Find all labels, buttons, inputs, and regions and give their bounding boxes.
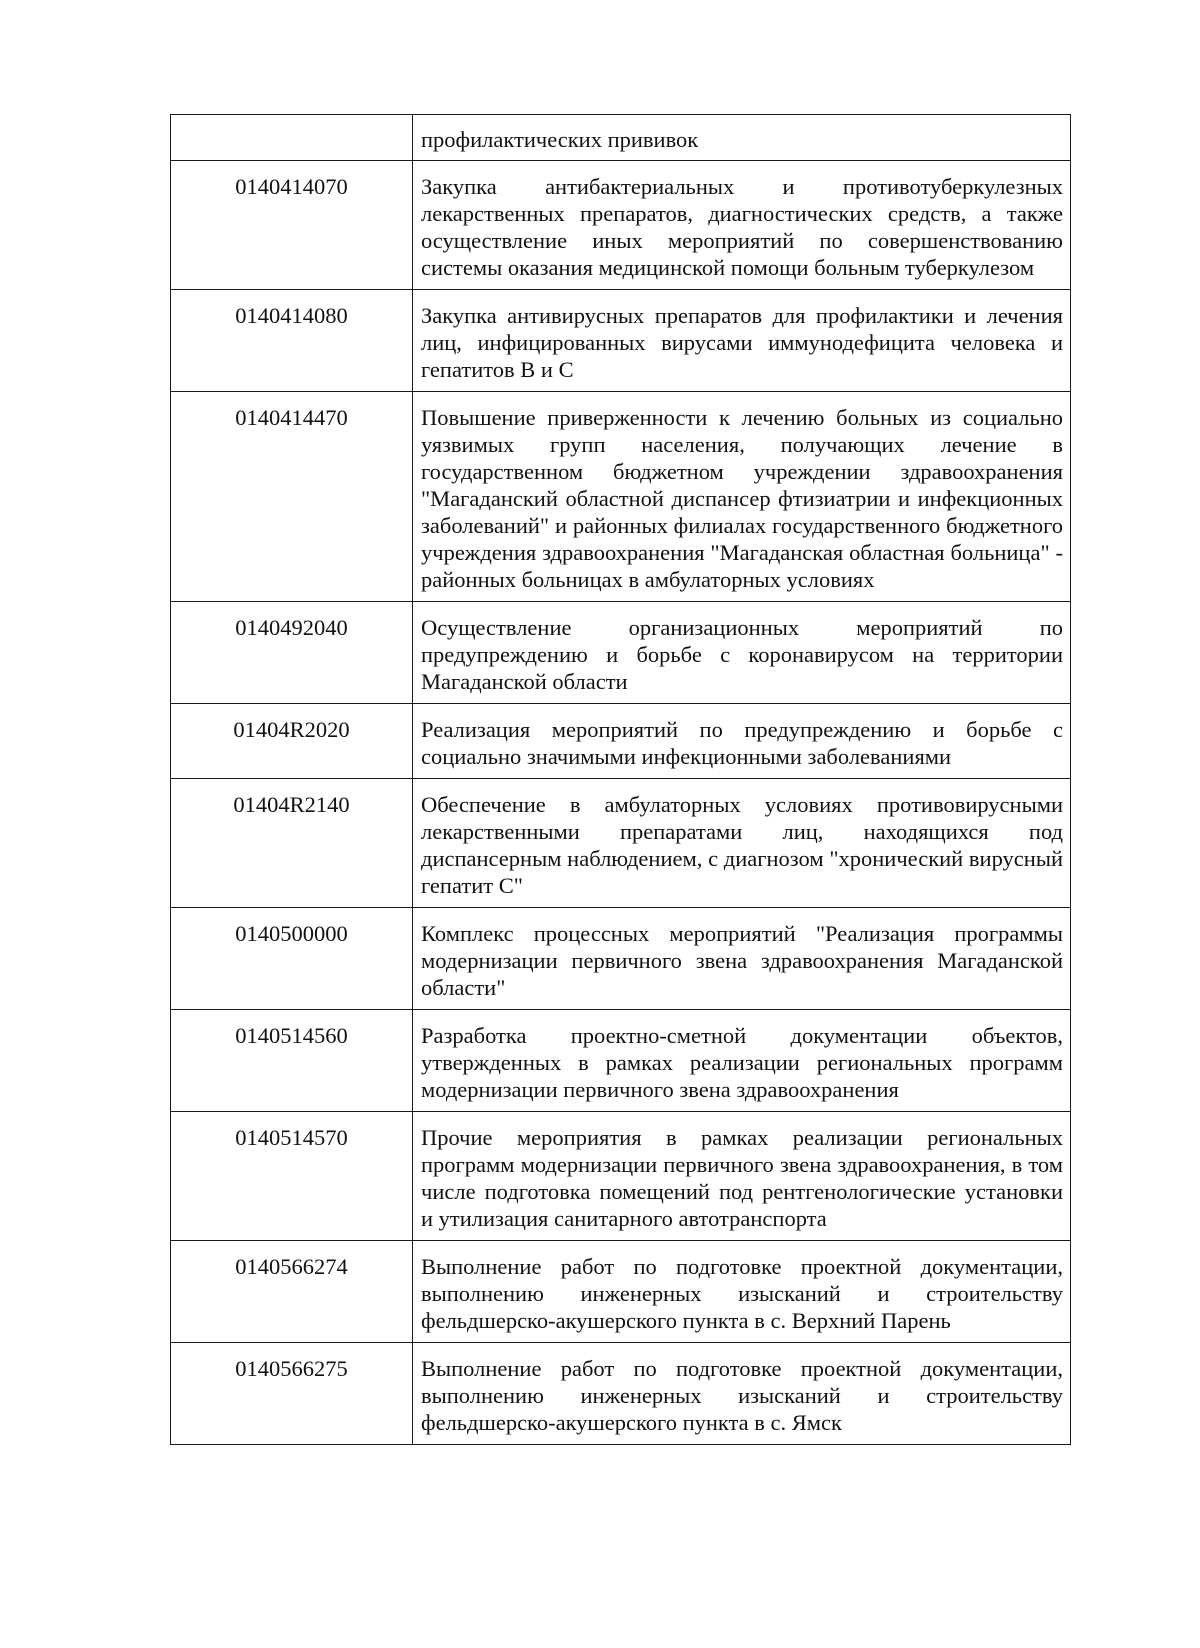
code-cell: 0140492040 — [171, 602, 413, 704]
description-cell: Повышение приверженности к лечению больных из социально уязвимых групп населения, получающих лечение в государственном бюджетном учреждении здравоохранения "Магаданский областной диспансер фтизиатрии и инфекционных заболеваний" и районных филиалах государственного бюджетного учреждения здравоохранения "Магаданская областная больница" - районных больницах в амбулаторных условиях — [413, 392, 1071, 602]
table-row — [171, 1241, 1071, 1343]
table-row — [171, 602, 1071, 704]
code-cell: 01404R2020 — [171, 704, 413, 779]
table-row — [171, 1112, 1071, 1241]
description-cell: Комплекс процессных мероприятий "Реализация программы модернизации первичного звена здравоохранения Магаданской области" — [413, 908, 1071, 1010]
table-row — [171, 115, 1071, 161]
table-row — [171, 1010, 1071, 1112]
table-row — [171, 161, 1071, 290]
description-cell: профилактических прививок — [413, 115, 1071, 161]
table-row — [171, 779, 1071, 908]
description-cell: Выполнение работ по подготовке проектной документации, выполнению инженерных изысканий и строительству фельдшерско-акушерского пункта в с. Верхний Парень — [413, 1241, 1071, 1343]
code-cell — [171, 115, 413, 161]
table-row — [171, 1343, 1071, 1445]
code-cell: 0140514560 — [171, 1010, 413, 1112]
table-body — [171, 115, 1071, 1445]
description-cell: Разработка проектно-сметной документации объектов, утвержденных в рамках реализации региональных программ модернизации первичного звена здравоохранения — [413, 1010, 1071, 1112]
description-cell: Обеспечение в амбулаторных условиях противовирусными лекарственными препаратами лиц, находящихся под диспансерным наблюдением, с диагнозом "хронический вирусный гепатит С" — [413, 779, 1071, 908]
code-cell: 0140414470 — [171, 392, 413, 602]
description-cell: Закупка антивирусных препаратов для профилактики и лечения лиц, инфицированных вирусами иммунодефицита человека и гепатитов В и С — [413, 290, 1071, 392]
code-cell: 0140566274 — [171, 1241, 413, 1343]
budget-classification-table — [170, 114, 1071, 1445]
code-cell: 0140500000 — [171, 908, 413, 1010]
code-cell: 0140414080 — [171, 290, 413, 392]
code-cell: 01404R2140 — [171, 779, 413, 908]
description-cell: Реализация мероприятий по предупреждению и борьбе с социально значимыми инфекционными заболеваниями — [413, 704, 1071, 779]
code-cell: 0140566275 — [171, 1343, 413, 1445]
description-cell: Осуществление организационных мероприятий по предупреждению и борьбе с коронавирусом на территории Магаданской области — [413, 602, 1071, 704]
description-cell: Закупка антибактериальных и противотуберкулезных лекарственных препаратов, диагностических средств, а также осуществление иных мероприятий по совершенствованию системы оказания медицинской помощи больным туберкулезом — [413, 161, 1071, 290]
code-cell: 0140414070 — [171, 161, 413, 290]
table-row — [171, 392, 1071, 602]
table-row — [171, 908, 1071, 1010]
table-row — [171, 290, 1071, 392]
description-cell: Прочие мероприятия в рамках реализации региональных программ модернизации первичного звена здравоохранения, в том числе подготовка помещений под рентгенологические установки и утилизация санитарного автотранспорта — [413, 1112, 1071, 1241]
description-cell: Выполнение работ по подготовке проектной документации, выполнению инженерных изысканий и строительству фельдшерско-акушерского пункта в с. Ямск — [413, 1343, 1071, 1445]
code-cell: 0140514570 — [171, 1112, 413, 1241]
table-row — [171, 704, 1071, 779]
